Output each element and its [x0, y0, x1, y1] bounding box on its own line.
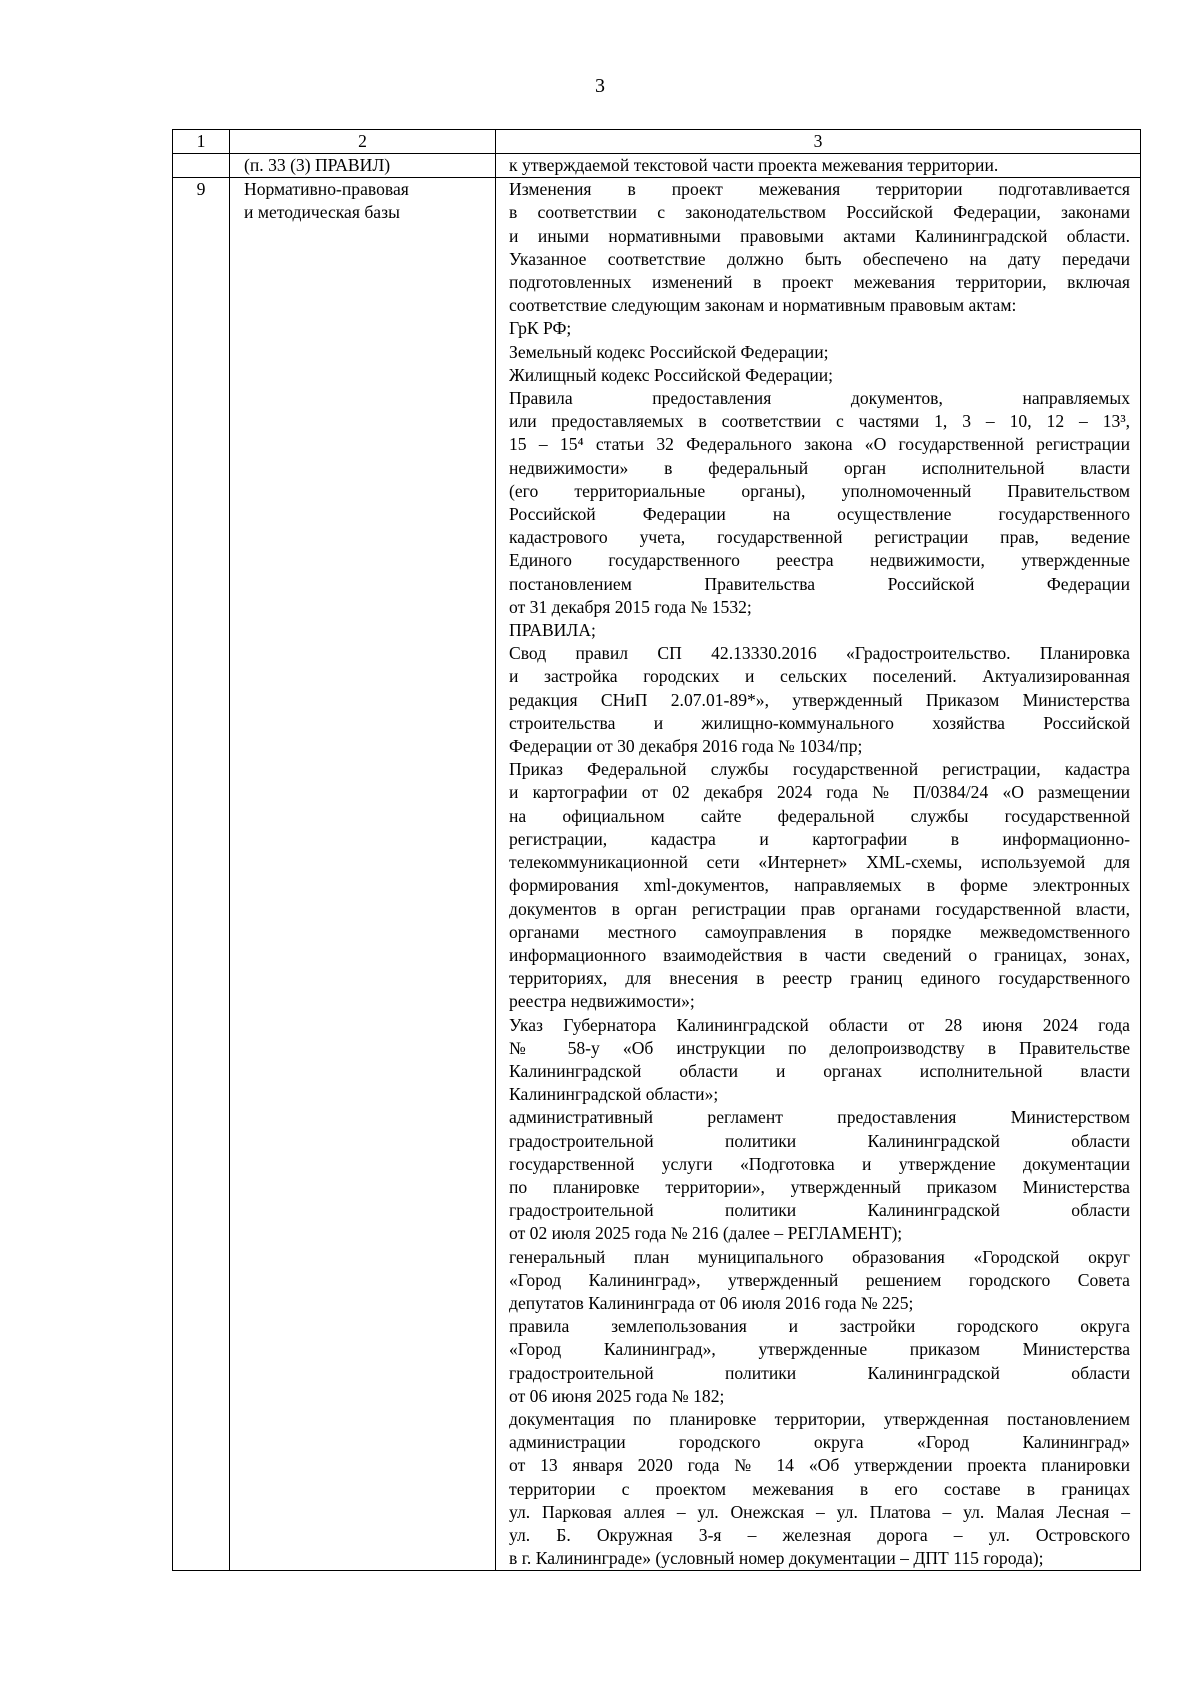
table-row-continuation [173, 154, 1141, 178]
table-row-9 [173, 178, 1141, 1571]
content-line: постановлением Правительства Российской Федерации [509, 573, 1130, 594]
content-line: Федерации от 30 декабря 2016 года № 1034/пр; [509, 736, 863, 757]
content-line: документация по планировке территории, утвержденная постановлением [509, 1408, 1130, 1429]
content-line: градостроительной политики Калининградской области [509, 1200, 1130, 1221]
content-line: в г. Калининграде» (условный номер документации – ДПТ 115 города); [509, 1548, 1044, 1569]
row-content-cell [496, 178, 1141, 1571]
content-line: «Город Калининград», утвержденный решением городского Совета [509, 1269, 1130, 1290]
row-name-cell: (п. 33 (3) ПРАВИЛ) [230, 154, 496, 178]
content-line: соответствие следующим законам и нормативным правовым актам: [509, 295, 1017, 316]
content-line: в соответствии с законодательством Российской Федерации, законами [509, 202, 1130, 223]
row-name-line: Нормативно-правовая [244, 179, 409, 200]
content-line: информационного взаимодействия в части сведений о границах, зонах, [509, 944, 1130, 965]
content-line: Единого государственного реестра недвижимости, утвержденные [509, 550, 1130, 571]
content-line: от 06 июня 2025 года № 182; [509, 1385, 725, 1406]
content-line: (его территориальные органы), уполномоченный Правительством [509, 480, 1130, 501]
content-line: Калининградской области и органах исполнительной власти [509, 1060, 1130, 1081]
content-line: Изменения в проект межевания территории подготавливается [509, 179, 1130, 200]
content-line: Земельный кодекс Российской Федерации; [509, 341, 829, 362]
content-line: генеральный план муниципального образования «Городской округ [509, 1246, 1130, 1267]
row-number-cell [173, 154, 230, 178]
content-line: «Город Калининград», утвержденные приказом Министерства [509, 1339, 1130, 1360]
content-line: ул. Б. Окружная 3-я – железная дорога – ул. Островского [509, 1524, 1130, 1545]
content-line: Жилищный кодекс Российской Федерации; [509, 364, 834, 385]
document-table [172, 129, 1141, 1571]
content-line: ПРАВИЛА; [509, 620, 596, 641]
content-line: градостроительной политики Калининградской области [509, 1362, 1130, 1383]
content-line: Правила предоставления документов, направляемых [509, 388, 1130, 409]
content-line: и иными нормативными правовыми актами Калининградской области. [509, 225, 1130, 246]
content-line: депутатов Калининграда от 06 июля 2016 года № 225; [509, 1292, 914, 1313]
content-line: Свод правил СП 42.13330.2016 «Градостроительство. Планировка [509, 643, 1130, 664]
content-line: кадастрового учета, государственной регистрации прав, ведение [509, 527, 1130, 548]
content-line: по планировке территории», утвержденный приказом Министерства [509, 1176, 1130, 1197]
content-line: редакция СНиП 2.07.01-89*», утвержденный Приказом Министерства [509, 689, 1130, 710]
content-line: государственной услуги «Подготовка и утверждение документации [509, 1153, 1130, 1174]
content-line: документов в орган регистрации прав органами государственной власти, [509, 898, 1130, 919]
content-line: и застройка городских и сельских поселений. Актуализированная [509, 666, 1130, 687]
content-line: Калининградской области»; [509, 1084, 719, 1105]
page-number: 3 [595, 75, 605, 97]
row-name-cell [230, 178, 496, 1571]
content-line: № 58-у «Об инструкции по делопроизводству в Правительстве [509, 1037, 1130, 1058]
content-line: от 13 января 2020 года № 14 «Об утверждении проекта планировки [509, 1455, 1130, 1476]
content-line: от 31 декабря 2015 года № 1532; [509, 596, 752, 617]
content-line: Указ Губернатора Калининградской области от 28 июня 2024 года [509, 1014, 1130, 1035]
content-line: Приказ Федеральной службы государственной регистрации, кадастра [509, 759, 1130, 780]
content-line: административный регламент предоставления Министерством [509, 1107, 1130, 1128]
row-number-cell: 9 [173, 178, 230, 1571]
content-line: реестра недвижимости»; [509, 991, 695, 1012]
content-line: строительства и жилищно-коммунального хозяйства Российской [509, 712, 1130, 733]
content-line: 15 – 15⁴ статьи 32 Федерального закона «О государственной регистрации [509, 434, 1130, 455]
content-line: Указанное соответствие должно быть обеспечено на дату передачи [509, 248, 1130, 269]
content-line: правила землепользования и застройки городского округа [509, 1316, 1130, 1337]
content-line: администрации городского округа «Город Калининград» [509, 1432, 1130, 1453]
content-line: формирования xml-документов, направляемых в форме электронных [509, 875, 1130, 896]
row-content-cell: к утверждаемой текстовой части проекта межевания территории. [496, 154, 1141, 178]
column-header-3: 3 [496, 130, 1141, 154]
content-line: или предоставляемых в соответствии с частями 1, 3 – 10, 12 – 13³, [509, 411, 1130, 432]
content-line: недвижимости» в федеральный орган исполнительной власти [509, 457, 1130, 478]
row-name-line: и методическая базы [244, 202, 400, 223]
content-line: органами местного самоуправления в порядке межведомственного [509, 921, 1130, 942]
table-header-row [173, 130, 1141, 154]
content-line: и картографии от 02 декабря 2024 года № П/0384/24 «О размещении [509, 782, 1130, 803]
content-line: ул. Парковая аллея – ул. Онежская – ул. Платова – ул. Малая Лесная – [509, 1501, 1130, 1522]
content-line: от 02 июля 2025 года № 216 (далее – РЕГЛАМЕНТ); [509, 1223, 903, 1244]
content-line: территории с проектом межевания в его составе в границах [509, 1478, 1130, 1499]
content-line: регистрации, кадастра и картографии в информационно- [509, 828, 1130, 849]
content-line: ГрК РФ; [509, 318, 572, 339]
content-line: территориях, для внесения в реестр границ единого государственного [509, 968, 1130, 989]
content-line: на официальном сайте федеральной службы государственной [509, 805, 1130, 826]
content-line: Российской Федерации на осуществление государственного [509, 504, 1130, 525]
content-line: градостроительной политики Калининградской области [509, 1130, 1130, 1151]
content-line: телекоммуникационной сети «Интернет» XML-схемы, используемой для [509, 852, 1130, 873]
column-header-1: 1 [173, 130, 230, 154]
column-header-2: 2 [230, 130, 496, 154]
content-line: подготовленных изменений в проект межевания территории, включая [509, 272, 1130, 293]
